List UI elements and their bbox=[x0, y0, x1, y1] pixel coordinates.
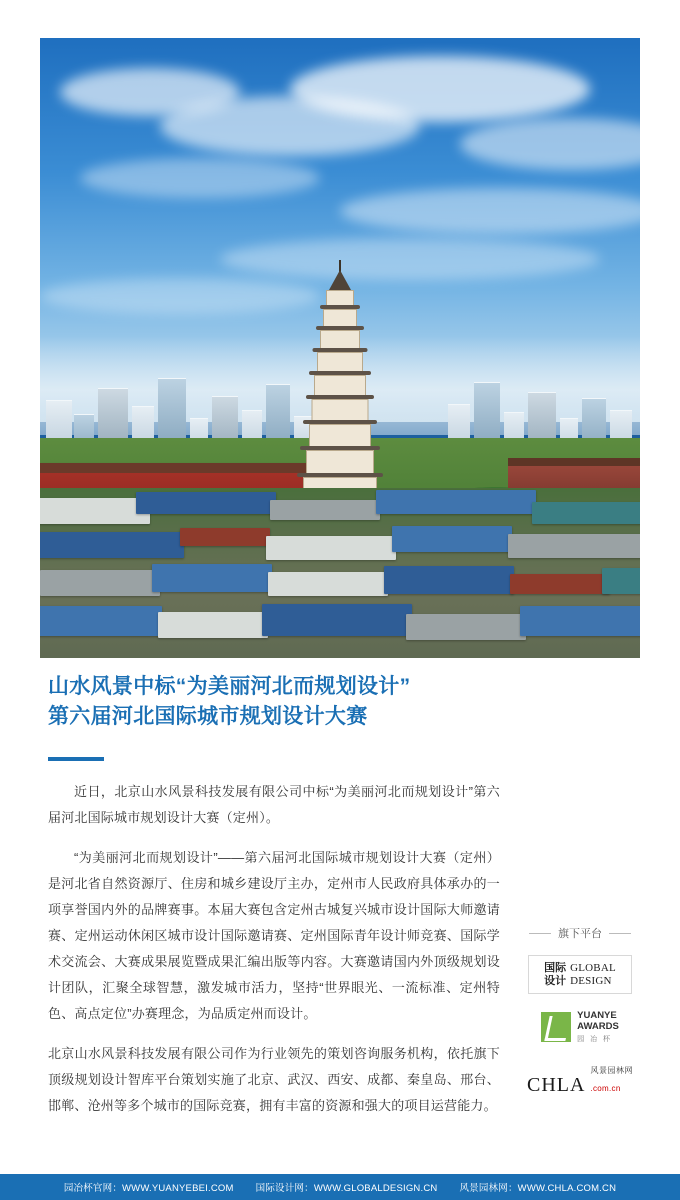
foreground-town bbox=[40, 488, 640, 658]
footer-link-globaldesign[interactable]: 国际设计网：WWW.GLOBALDESIGN.CN bbox=[255, 1183, 438, 1194]
yuanye-line2: AWARDS bbox=[577, 1021, 619, 1033]
chla-wordmark: CHLA bbox=[527, 1074, 586, 1097]
article-body bbox=[48, 672, 500, 1133]
hero-photo bbox=[40, 38, 640, 658]
yuanye-sub: 园 冶 杯 bbox=[577, 1035, 613, 1043]
yuanye-mark-icon bbox=[541, 1012, 571, 1042]
page-title bbox=[48, 672, 500, 733]
pagoda-landmark bbox=[292, 286, 388, 506]
logo-yuanye-awards[interactable] bbox=[528, 1010, 632, 1044]
title-divider bbox=[48, 757, 104, 761]
paragraph: 近日，北京山水风景科技发展有限公司中标“为美丽河北而规划设计”第六届河北国际城市规划设计大赛（定州）。 bbox=[48, 783, 500, 825]
logo-global-design[interactable] bbox=[528, 955, 632, 994]
footer-link-yuanyebei[interactable]: 园冶杯官网：WWW.YUANYEBEI.COM bbox=[63, 1183, 234, 1194]
footer-link-chla[interactable]: 风景园林网：WWW.CHLA.COM.CN bbox=[459, 1183, 617, 1194]
divider-line-right bbox=[609, 933, 631, 934]
rail-header bbox=[520, 925, 640, 941]
platform-rail bbox=[520, 925, 640, 1097]
headline-line-2: 第六届河北国际城市规划设计大赛 bbox=[48, 705, 368, 729]
cloud-shape bbox=[290, 56, 590, 122]
global-design-en-line1: GLOBAL bbox=[570, 962, 616, 974]
chla-cn: 风景园林网 bbox=[590, 1065, 633, 1075]
global-design-cn-line1: 国际 bbox=[544, 962, 567, 974]
divider-line-left bbox=[529, 933, 551, 934]
global-design-en bbox=[570, 962, 616, 987]
rail-title: 旗下平台 bbox=[558, 928, 602, 940]
yuanye-line1: YUANYE bbox=[577, 1010, 617, 1022]
global-design-cn bbox=[544, 962, 566, 987]
paragraph: “为美丽河北而规划设计”——第六届河北国际城市规划设计大赛（定州）是河北省自然资源厅、住房和城乡建设厅主办，定州市人民政府具体承办的一项享誉国内外的品牌赛事。本届大赛包含定州古城复兴城市设计国际大师邀请赛、定州运动休闲区城市设计国际邀请赛、定州国际青年设计师竞赛、国际学术交流会、大赛成果展览暨成果汇编出版等内容。大赛邀请国内外顶级规划设计团队，汇聚全球智慧，激发城市活力，坚持“世界眼光、一流标准、定州特色、高点定位”办赛理念，为品质定州而设计。 bbox=[48, 849, 500, 1021]
cloud-shape bbox=[340, 188, 640, 234]
yuanye-wordmark bbox=[577, 1010, 619, 1044]
footer-bar bbox=[0, 1174, 680, 1200]
global-design-cn-line2: 设计 bbox=[544, 974, 567, 987]
cloud-shape bbox=[80, 158, 320, 198]
cloud-shape bbox=[220, 238, 600, 280]
logo-chla[interactable] bbox=[524, 1060, 636, 1097]
cloud-shape bbox=[40, 278, 320, 314]
global-design-en-line2: DESIGN bbox=[570, 974, 612, 987]
headline-line-1: 山水风景中标“为美丽河北而规划设计” bbox=[48, 675, 411, 698]
chla-subtext bbox=[590, 1060, 633, 1097]
paragraph: 北京山水风景科技发展有限公司作为行业领先的策划咨询服务机构，依托旗下顶级规划设计智库平台策划实施了北京、武汉、西安、成都、秦皇岛、邢台、邯郸、沧州等多个城市的国际竞赛，拥有丰富的资源和强大的项目运营能力。 bbox=[48, 1045, 500, 1113]
chla-domain: .com.cn bbox=[590, 1083, 621, 1093]
